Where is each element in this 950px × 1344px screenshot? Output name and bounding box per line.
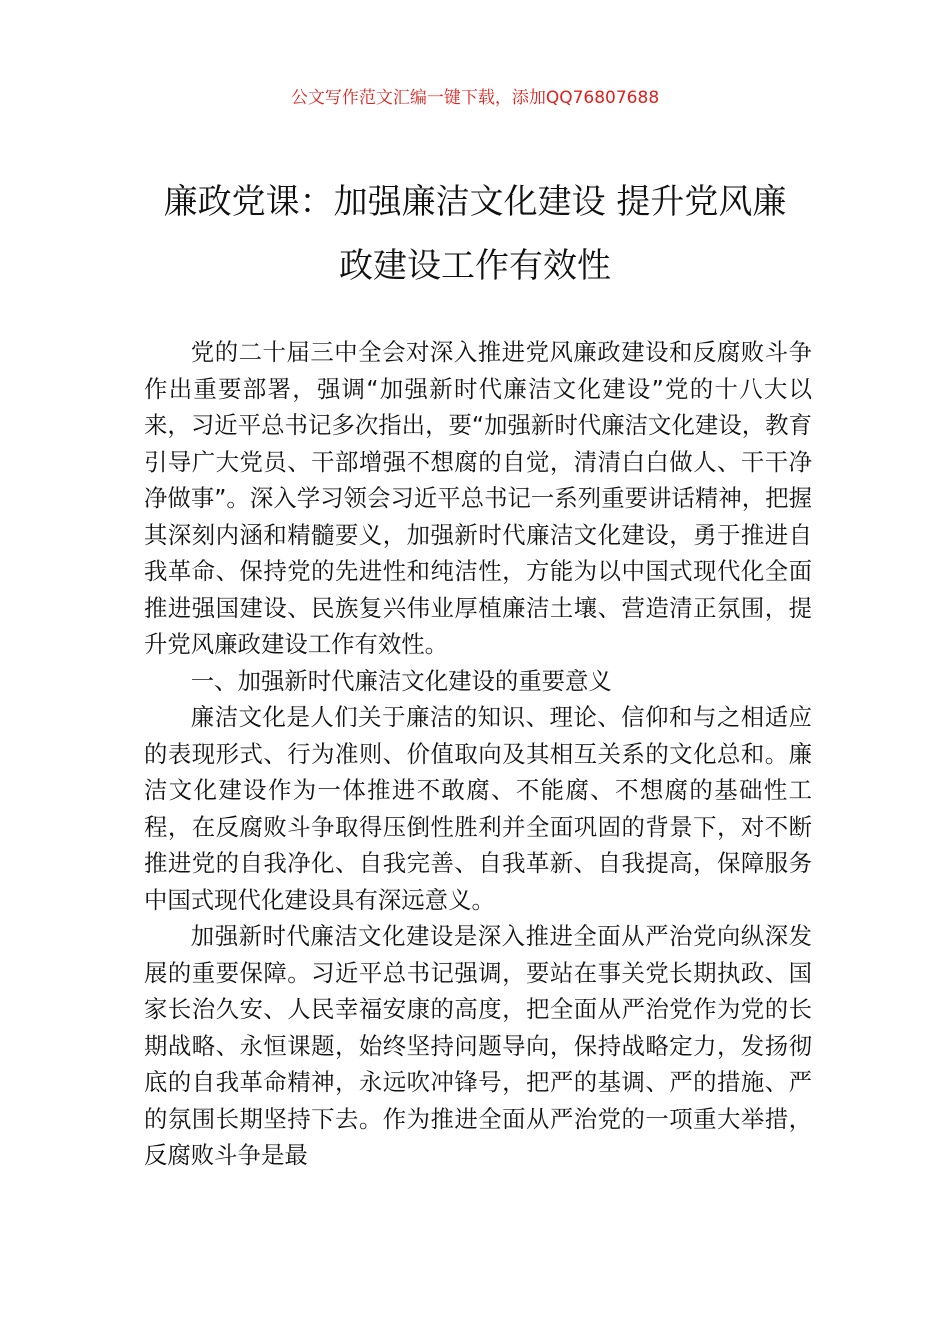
document-body <box>144 334 812 1174</box>
title-line-1: 廉政党课：加强廉洁文化建设 提升党风廉 <box>163 182 787 222</box>
document-title <box>60 170 890 298</box>
download-banner: 公文写作范文汇编一键下载，添加QQ76807688 <box>290 88 660 108</box>
section-heading-1: 一、加强新时代廉洁文化建设的重要意义 <box>190 666 612 695</box>
paragraph-guarantee: 加强新时代廉洁文化建设是深入推进全面从严治党向纵深发展的重要保障。习近平总书记强调，要站在事关党长期执政、国家长治久安、人民幸福安康的高度，把全面从严治党作为党的长期战略、永恒课题，始终坚持问题导向，保持战略定力，发扬彻底的自我革命精神，永远吹冲锋号，把严的基调、严的措施、严的氛围长期坚持下去。作为推进全面从严治党的一项重大举措，反腐败斗争是最 <box>144 922 812 1169</box>
paragraph-definition: 廉洁文化是人们关于廉洁的知识、理论、信仰和与之相适应的表现形式、行为准则、价值取向及其相互关系的文化总和。廉洁文化建设作为一体推进不敢腐、不能腐、不想腐的基础性工程，在反腐败斗争取得压倒性胜利并全面巩固的背景下，对不断推进党的自我净化、自我完善、自我革新、自我提高，保障服务中国式现代化建设具有深远意义。 <box>144 703 812 914</box>
paragraph-intro: 党的二十届三中全会对深入推进党风廉政建设和反腐败斗争作出重要部署，强调“加强新时代廉洁文化建设”党的十八大以来，习近平总书记多次指出，要“加强新时代廉洁文化建设，教育引导广大党员、干部增强不想腐的自觉，清清白白做人、干干净净做事”。深入学习领会习近平总书记一系列重要讲话精神，把握其深刻内涵和精髓要义，加强新时代廉洁文化建设，勇于推进自我革命、保持党的先进性和纯洁性，方能为以中国式现代化全面推进强国建设、民族复兴伟业厚植廉洁土壤、营造清正氛围，提升党风廉政建设工作有效性。 <box>144 338 812 658</box>
title-line-2: 政建设工作有效性 <box>339 246 611 286</box>
